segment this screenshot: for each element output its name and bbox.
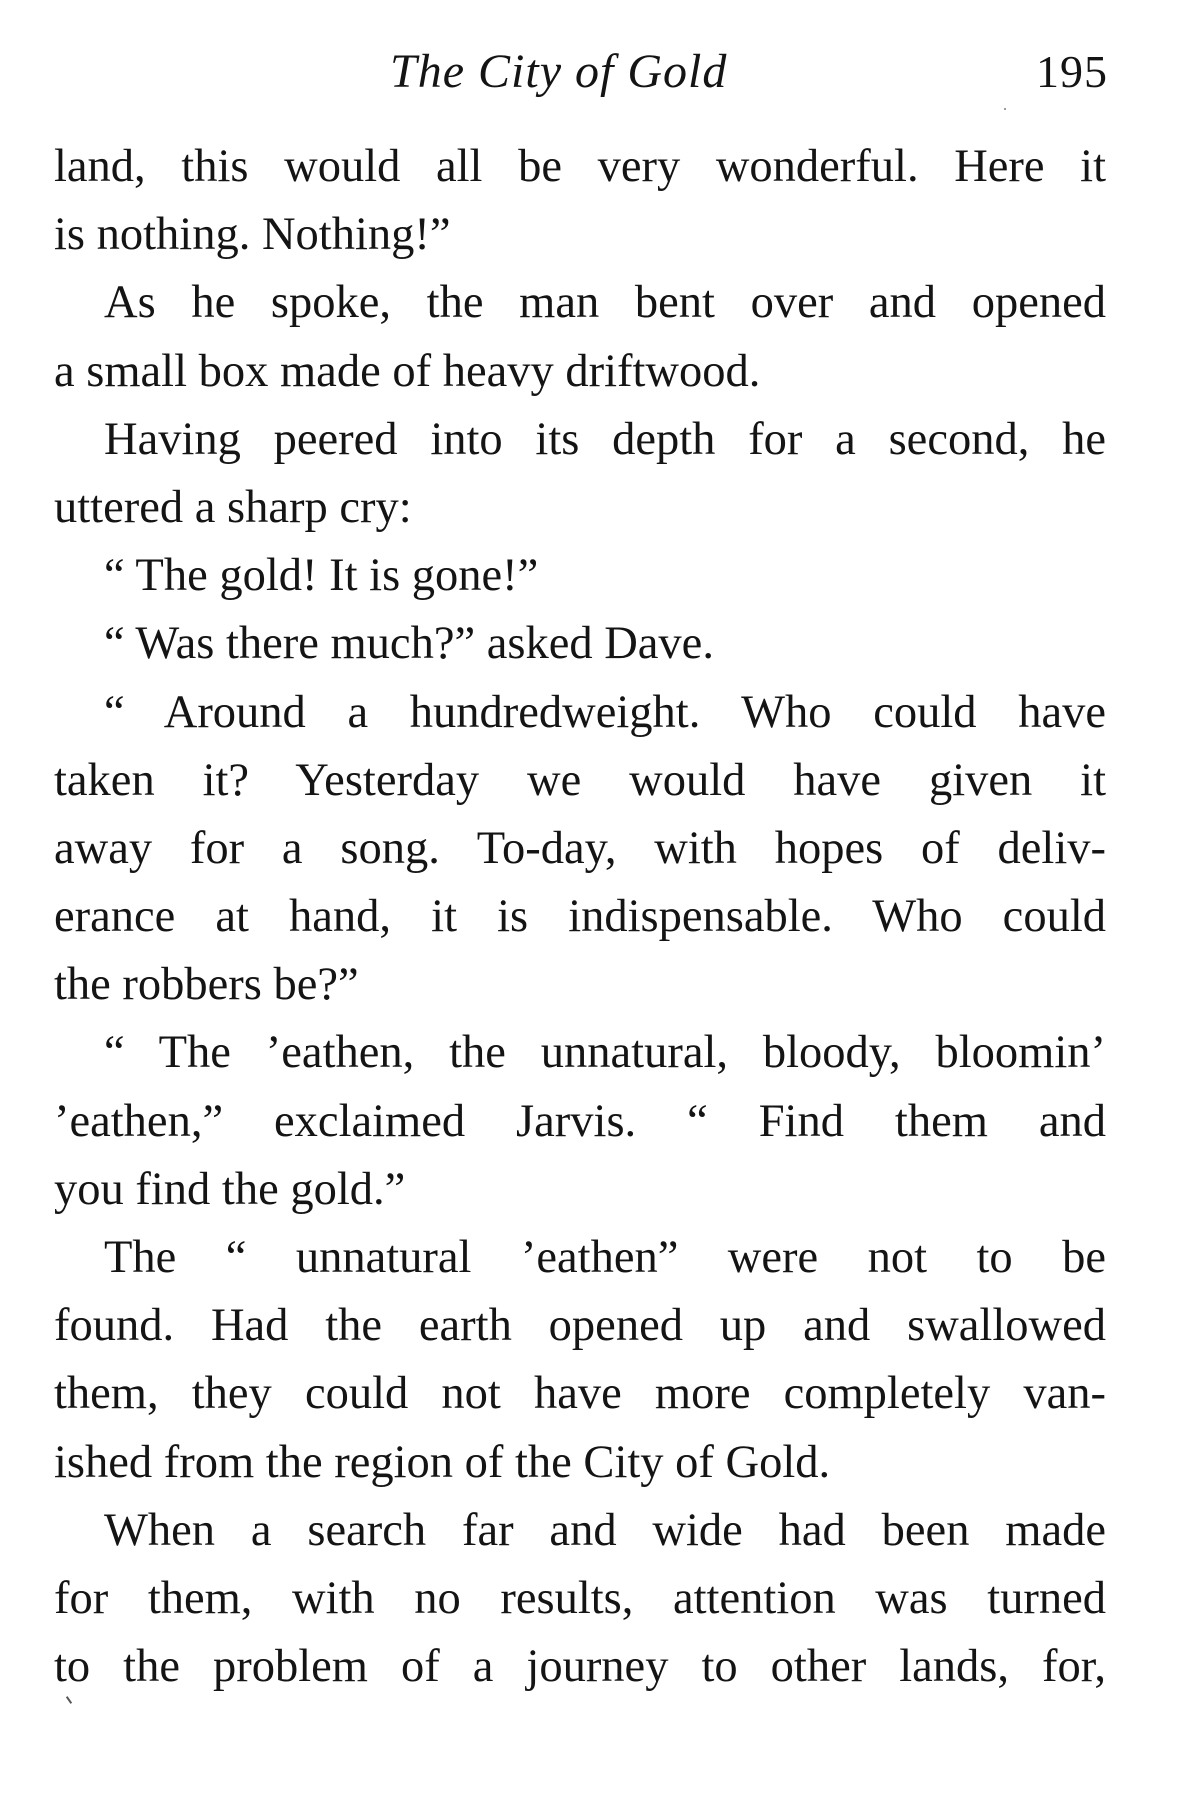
page-number: 195 xyxy=(1036,46,1108,97)
text-line: away for a song. To-day, with hopes of deliv- xyxy=(54,822,1106,874)
text-line: When a search far and wide had been made xyxy=(104,1504,1106,1556)
text-line: for them, with no results, attention was turned xyxy=(54,1572,1106,1624)
text-line: “ Was there much?” asked Dave. xyxy=(104,618,714,670)
running-head xyxy=(0,42,1191,102)
text-line: ’eathen,” exclaimed Jarvis. “ Find them and xyxy=(54,1095,1106,1147)
text-line: erance at hand, it is indispensable. Who could xyxy=(54,891,1106,943)
text-line: found. Had the earth opened up and swallowed xyxy=(54,1300,1106,1352)
print-speck xyxy=(1004,108,1006,110)
text-line: “ The gold! It is gone!” xyxy=(104,550,539,602)
text-line: The “ unnatural ’eathen” were not to be xyxy=(104,1232,1106,1283)
text-line: a small box made of heavy driftwood. xyxy=(54,345,761,397)
text-line: you find the gold.” xyxy=(54,1163,406,1215)
text-line: to the problem of a journey to other lands, for, xyxy=(54,1641,1106,1693)
text-line: uttered a sharp cry: xyxy=(54,481,412,533)
text-line: the robbers be?” xyxy=(54,959,359,1011)
text-line: As he spoke, the man bent over and opened xyxy=(104,277,1106,329)
text-line: “ Around a hundredweight. Who could have xyxy=(104,686,1106,738)
text-line: Having peered into its depth for a second, he xyxy=(104,413,1106,465)
running-title: The City of Gold xyxy=(390,45,728,98)
body-text xyxy=(54,133,1106,1701)
text-line: is nothing. Nothing!” xyxy=(54,209,451,261)
text-line: land, this would all be very wonderful. Here it xyxy=(54,141,1106,192)
text-line: ished from the region of the City of Gold. xyxy=(54,1436,831,1488)
text-line: taken it? Yesterday we would have given it xyxy=(54,754,1106,806)
text-line: them, they could not have more completely van- xyxy=(54,1368,1106,1420)
text-line: “ The ’eathen, the unnatural, bloody, bloomin’ xyxy=(104,1027,1106,1079)
